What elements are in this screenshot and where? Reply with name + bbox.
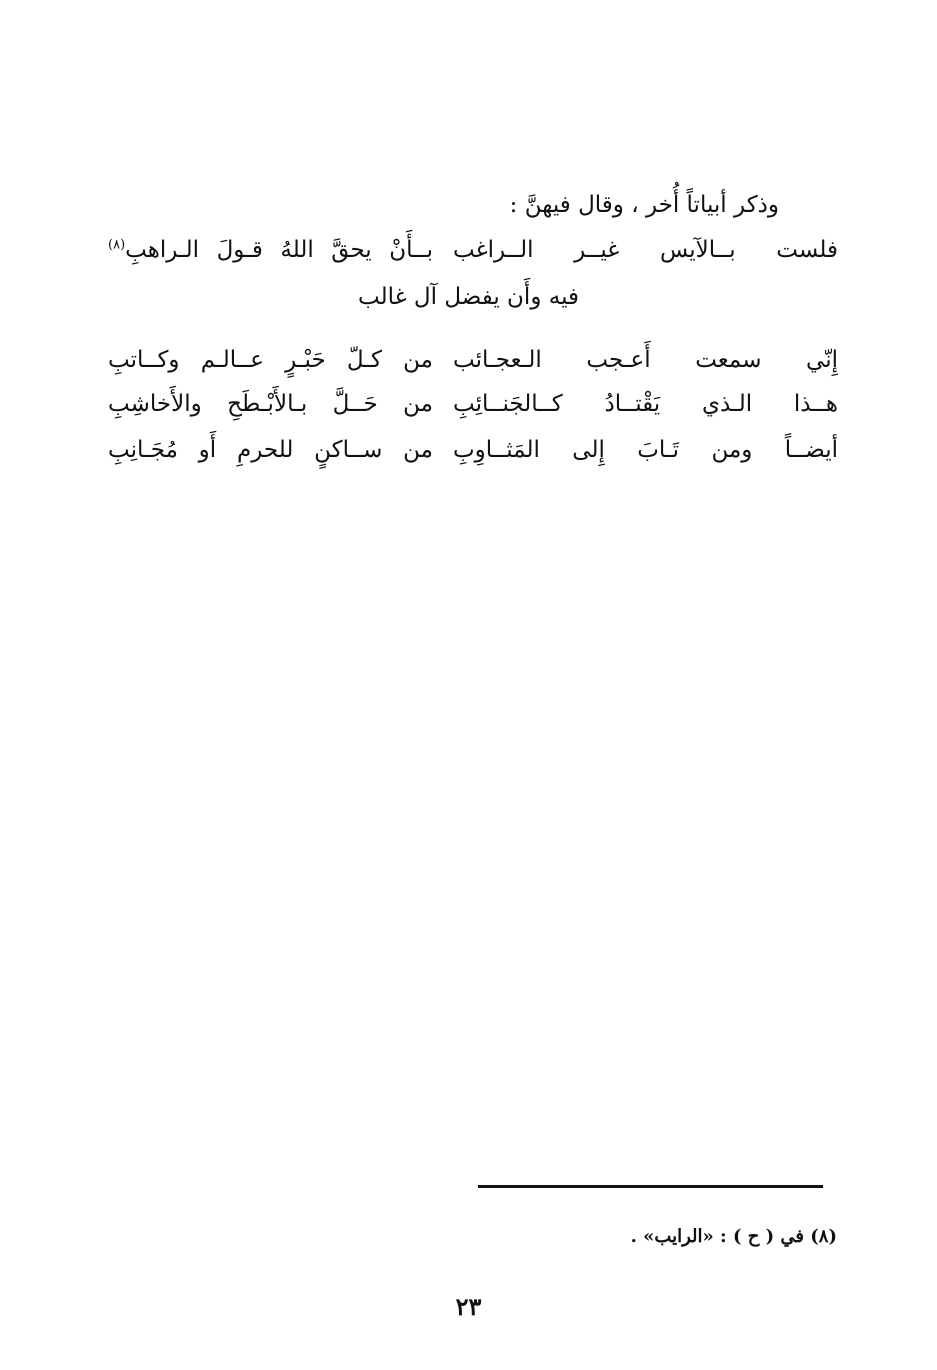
first-hemistich: فلست بــالآيس غيــر الــراغب bbox=[453, 237, 838, 263]
footnote-divider bbox=[478, 1185, 823, 1188]
verse-line bbox=[108, 342, 838, 378]
page-number: ٢٣ bbox=[455, 1292, 482, 1321]
first-hemistich: أيضــاً ومن تَـابَ إِلى المَثــاوِبِ bbox=[453, 437, 838, 463]
footnote-text: (٨) في ( ح ) : «الرايب» . bbox=[630, 1226, 837, 1247]
footnote-marker: (٨) bbox=[108, 237, 126, 253]
second-hemistich: من حَــلَّ بـالأَبْـطَحِ والأَخاشِبِ bbox=[108, 391, 433, 417]
intro-line: وذكر أبياتاً أُخر ، وقال فيهنَّ : bbox=[509, 192, 779, 218]
second-hemistich: من ســاكنٍ للحرمِ أَو مُجَـانِبِ bbox=[108, 437, 433, 463]
second-hemistich bbox=[108, 232, 433, 268]
verse-line bbox=[108, 386, 838, 422]
verse-line bbox=[108, 232, 838, 268]
verse-line bbox=[108, 432, 838, 468]
closing-line: فيه وأَن يفضل آل غالب bbox=[357, 284, 580, 310]
first-hemistich: هــذا الـذي يَقْتــادُ كــالجَنــائِبِ bbox=[453, 391, 838, 417]
first-hemistich: إِنّي سمعت أَعـجب الـعجـائب bbox=[453, 347, 838, 373]
second-hemistich: من كـلّ حَبْـرٍ عــالـم وكــاتبِ bbox=[108, 347, 433, 373]
second-hemistich-text: بــأَنْ يحقَّ اللهُ قـولَ الـراهبِ bbox=[125, 237, 433, 263]
